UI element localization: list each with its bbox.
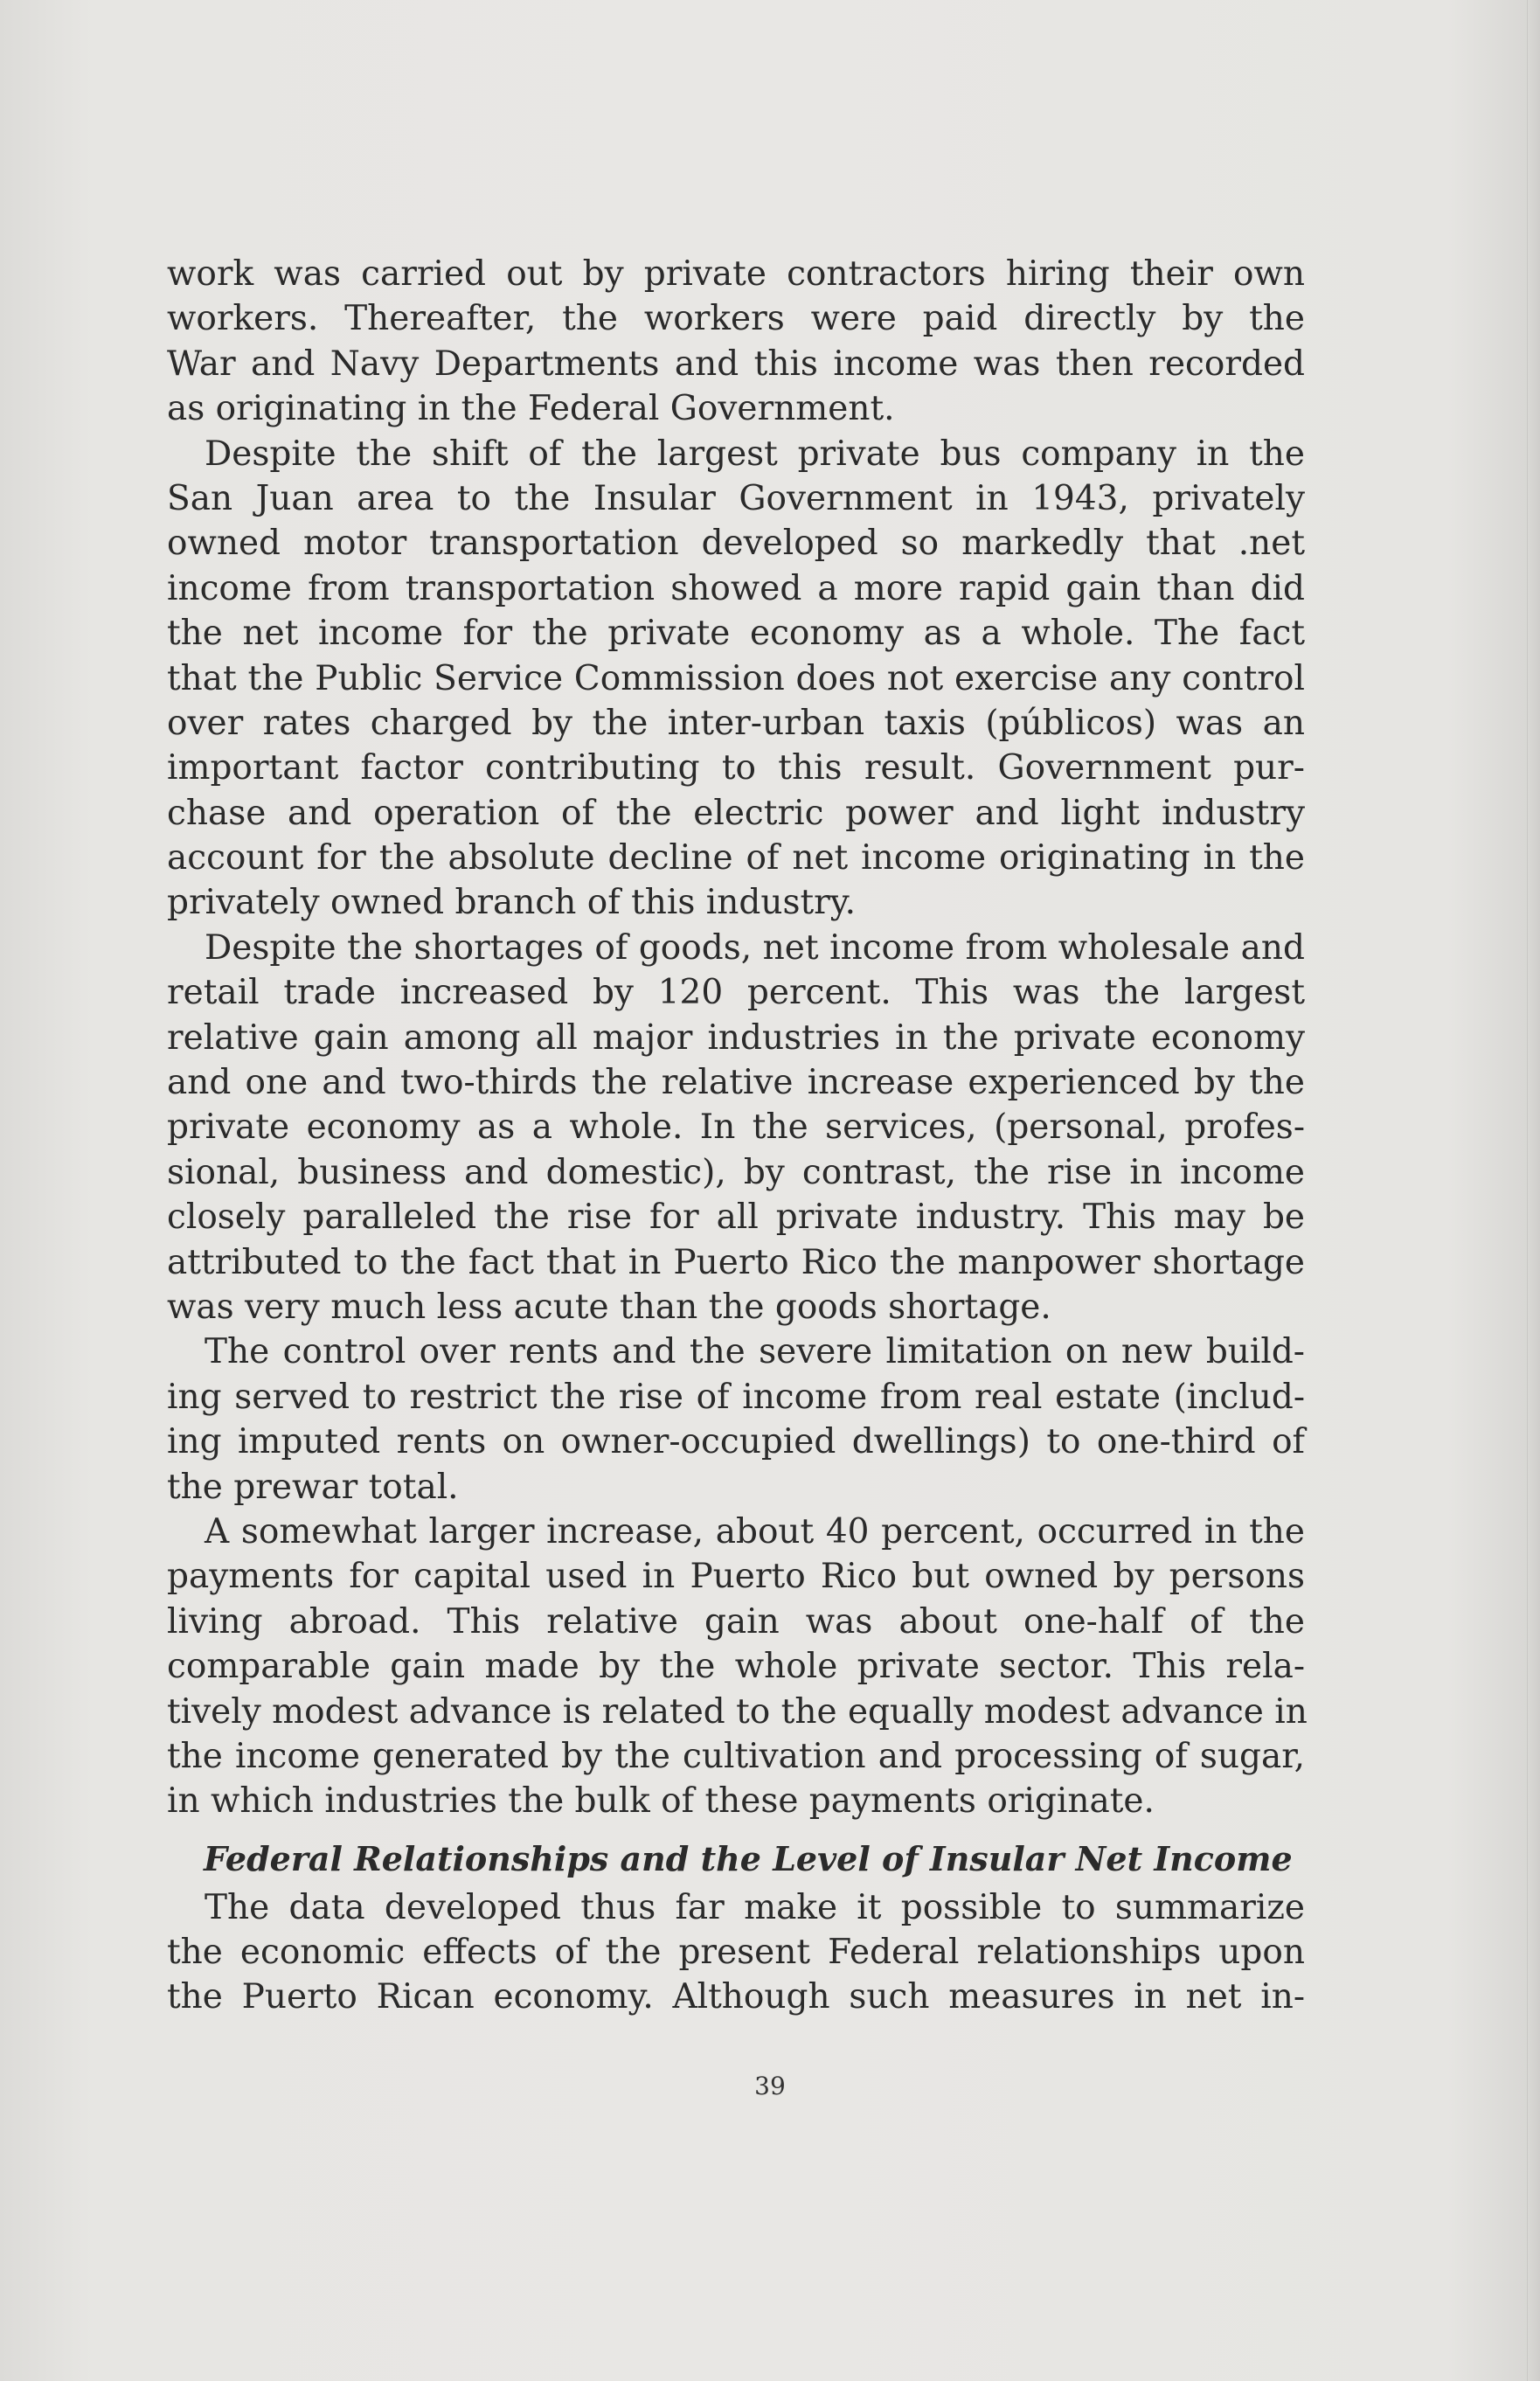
paragraph-4 xyxy=(167,1329,1305,1510)
text-line: important factor contributing to this result. Government pur- xyxy=(167,748,1305,788)
text-line: work was carried out by private contractors hiring their own xyxy=(167,254,1305,294)
text-line: that the Public Service Commission does not exercise any control xyxy=(167,658,1305,698)
text-line: retail trade increased by 120 percent. This was the largest xyxy=(167,973,1305,1013)
paragraph-1 xyxy=(167,252,1305,432)
text-line: attributed to the fact that in Puerto Rico the manpower shortage xyxy=(167,1242,1305,1282)
paragraph-6 xyxy=(167,1885,1305,2020)
page-number: 39 xyxy=(754,2072,786,2100)
text-line: closely paralleled the rise for all private industry. This may be xyxy=(167,1197,1305,1238)
text-line: as originating in the Federal Government. xyxy=(167,389,895,429)
text-line: private economy as a whole. In the services, (personal, profes- xyxy=(167,1107,1305,1148)
text-line: chase and operation of the electric power and light industry xyxy=(167,793,1305,833)
text-line: tively modest advance is related to the equally modest advance in xyxy=(167,1691,1308,1732)
text-line: income from transportation showed a more rapid gain than did xyxy=(167,568,1305,608)
text-line: payments for capital used in Puerto Rico but owned by persons xyxy=(167,1557,1305,1597)
text-line: Despite the shortages of goods, net income from wholesale and xyxy=(205,927,1305,968)
text-line: and one and two-thirds the relative increase experienced by the xyxy=(167,1063,1305,1103)
text-line: living abroad. This relative gain was about one-half of the xyxy=(167,1601,1305,1642)
text-line: War and Navy Departments and this income was then recorded xyxy=(167,344,1305,384)
text-line: the income generated by the cultivation and processing of sugar, xyxy=(167,1736,1305,1776)
page-edge xyxy=(1527,0,1540,2381)
text-line: account for the absolute decline of net income originating in the xyxy=(167,838,1305,878)
text-line: the economic effects of the present Federal relationships upon xyxy=(167,1933,1305,1973)
section-heading: Federal Relationships and the Level of Insular Net Income xyxy=(204,1838,1293,1878)
text-line: Despite the shift of the largest private bus company in the xyxy=(205,434,1305,474)
text-line: The data developed thus far make it possible to summarize xyxy=(205,1887,1305,1927)
text-line: privately owned branch of this industry. xyxy=(167,883,857,923)
text-line: over rates charged by the inter-urban taxis (públicos) was an xyxy=(167,703,1305,743)
text-line: sional, business and domestic), by contrast, the rise in income xyxy=(167,1152,1305,1192)
text-line: in which industries the bulk of these payments originate. xyxy=(167,1781,1155,1822)
text-line: the prewar total. xyxy=(167,1467,459,1507)
text-line: was very much less acute than the goods shortage. xyxy=(167,1287,1051,1327)
paragraph-2 xyxy=(167,432,1305,926)
paragraph-5 xyxy=(167,1510,1308,1824)
text-line: the net income for the private economy as a whole. The fact xyxy=(167,614,1305,654)
text-line: San Juan area to the Insular Government in 1943, privately xyxy=(167,478,1305,518)
text-line: ing served to restrict the rise of income from real estate (includ- xyxy=(167,1377,1305,1417)
text-line: comparable gain made by the whole private sector. This rela- xyxy=(167,1647,1305,1687)
text-line: A somewhat larger increase, about 40 percent, occurred in the xyxy=(205,1511,1305,1551)
text-line: relative gain among all major industries in the private economy xyxy=(167,1017,1305,1058)
paragraph-3 xyxy=(167,926,1305,1330)
text-line: The control over rents and the severe limitation on new build- xyxy=(205,1332,1305,1372)
text-line: ing imputed rents on owner-occupied dwellings) to one-third of xyxy=(167,1422,1305,1462)
text-line: the Puerto Rican economy. Although such measures in net in- xyxy=(167,1977,1305,2017)
body-text xyxy=(167,252,1308,2020)
text-line: owned motor transportation developed so markedly that .net xyxy=(167,524,1305,564)
text-line: workers. Thereafter, the workers were paid directly by the xyxy=(167,299,1305,339)
